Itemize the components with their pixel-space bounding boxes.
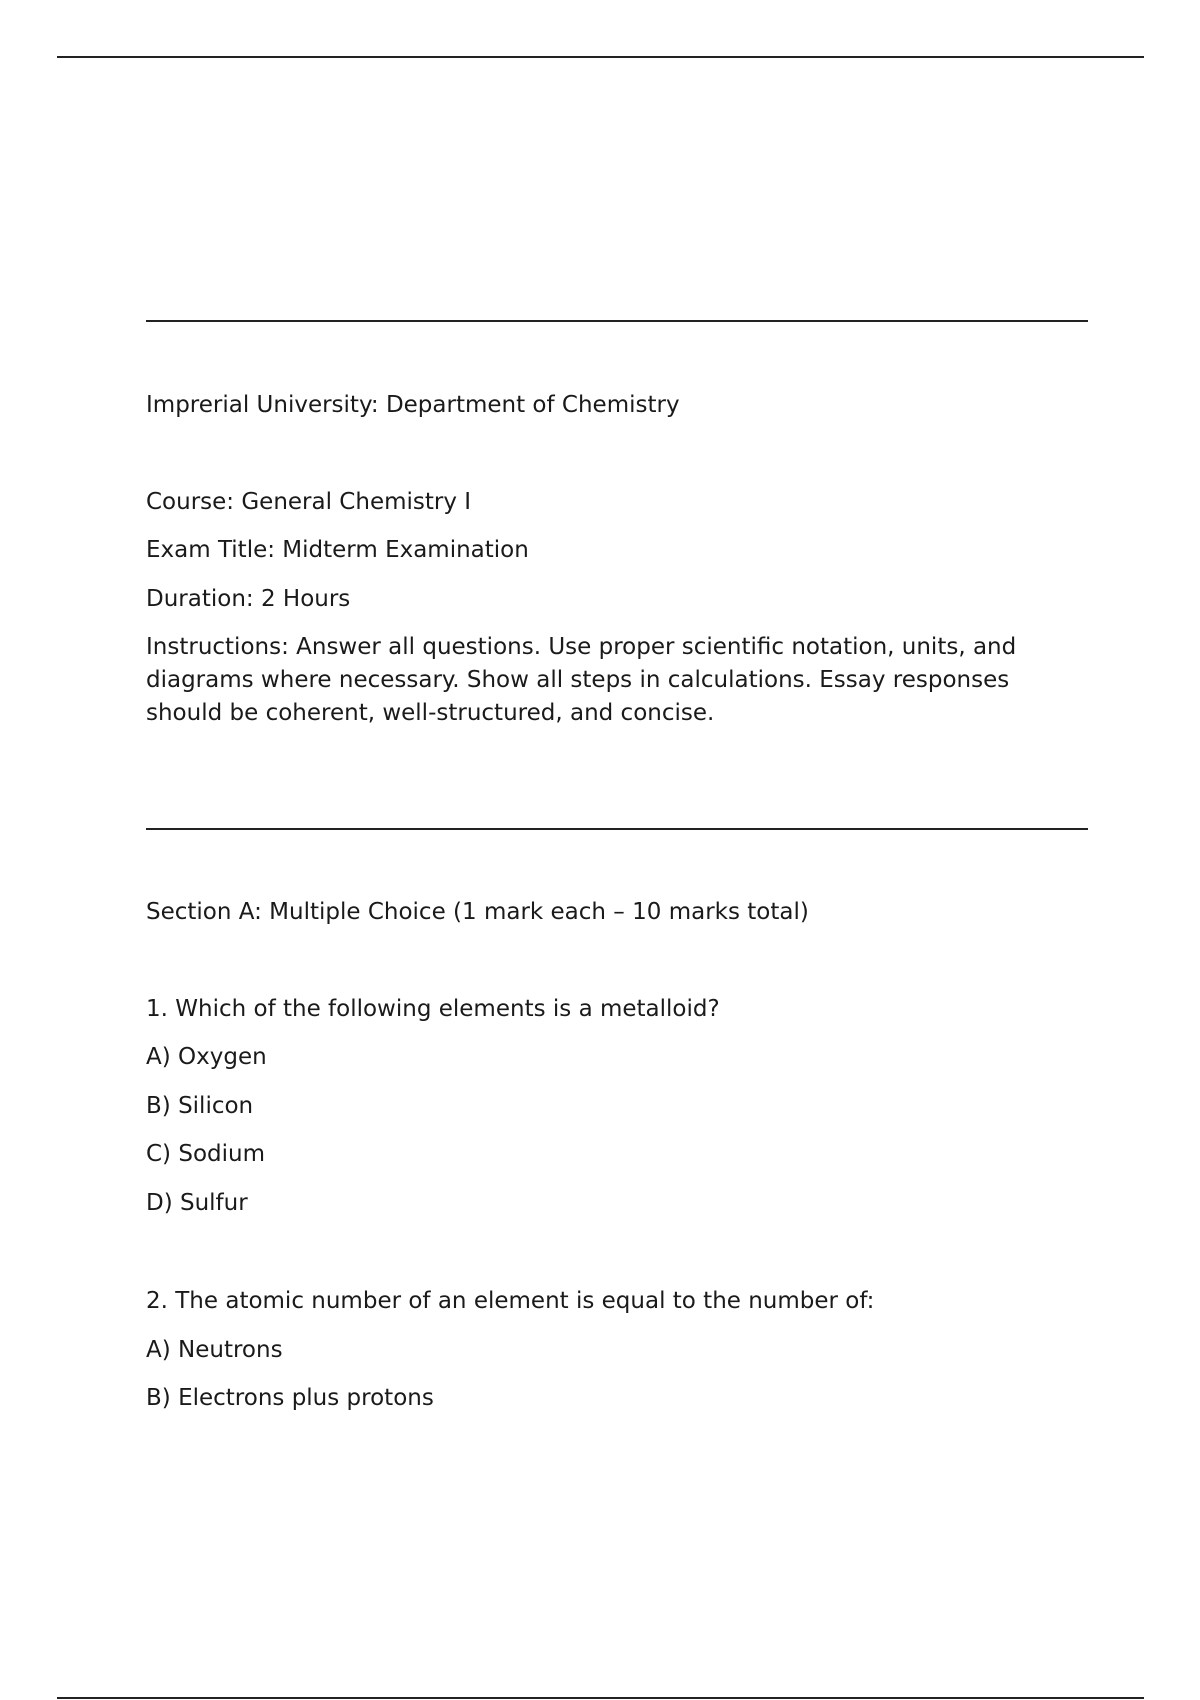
page-top-rule (57, 56, 1144, 58)
course-line: Course: General Chemistry I (146, 489, 472, 515)
section-divider (146, 828, 1088, 830)
question-text: 1. Which of the following elements is a metalloid? (146, 996, 720, 1022)
exam-title-line: Exam Title: Midterm Examination (146, 537, 529, 563)
page-bottom-rule (57, 1697, 1144, 1699)
option-a: A) Neutrons (146, 1337, 283, 1363)
section-a-title: Section A: Multiple Choice (1 mark each – 10 marks total) (146, 899, 809, 925)
option-c: C) Sodium (146, 1141, 265, 1167)
instructions-paragraph: Instructions: Answer all questions. Use proper scientific notation, units, and diagrams where necessary. Show all steps in calculations. Essay responses should be coherent, well-structured, and concise. (146, 634, 1017, 726)
option-a: A) Oxygen (146, 1044, 267, 1070)
option-b: B) Silicon (146, 1093, 254, 1119)
option-d: D) Sulfur (146, 1190, 248, 1216)
duration-line: Duration: 2 Hours (146, 586, 351, 612)
institution-heading: Imprerial University: Department of Chemistry (146, 392, 680, 418)
question-text: 2. The atomic number of an element is equal to the number of: (146, 1288, 875, 1314)
option-b: B) Electrons plus protons (146, 1385, 434, 1411)
header-divider (146, 320, 1088, 322)
